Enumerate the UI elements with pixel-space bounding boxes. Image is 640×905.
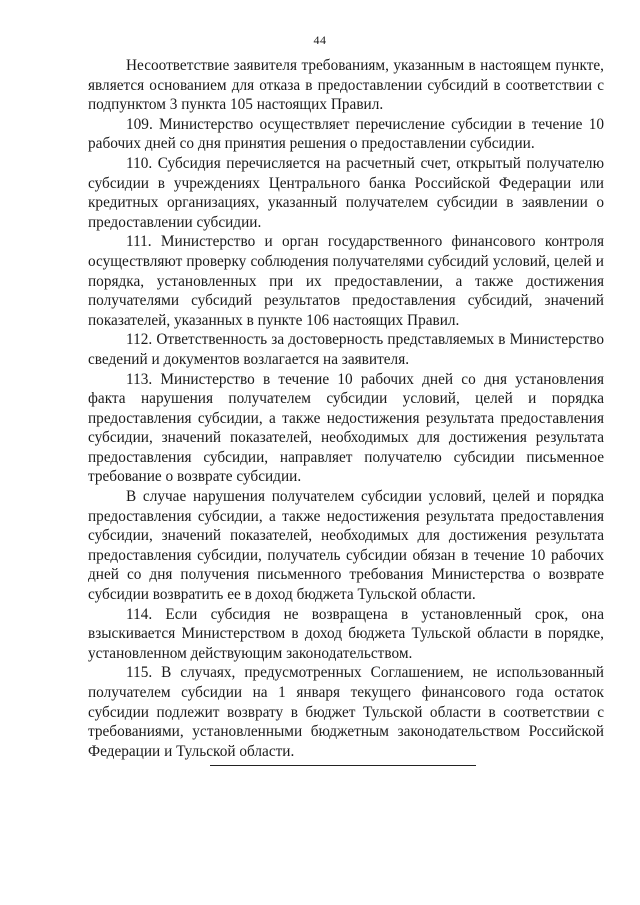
paragraph-110: 110. Субсидия перечисляется на расчетный счет, открытый получателю субсидии в учреждениях Центрального банка Российской Федерации или кредитных организациях, указанный получателем субсидии в заявлении о предоставлении субсидии. bbox=[88, 154, 604, 231]
paragraph-109: 109. Министерство осуществляет перечисление субсидии в течение 10 рабочих дней со дня принятия решения о предоставлении субсидии. bbox=[88, 115, 604, 153]
page-number: 44 bbox=[313, 33, 327, 47]
paragraph-applicant-mismatch: Несоответствие заявителя требованиям, указанным в настоящем пункте, является основанием для отказа в предоставлении субсидий в соответствии с подпунктом 3 пункта 105 настоящих Правил. bbox=[88, 57, 604, 114]
paragraph-113-violation: В случае нарушения получателем субсидии условий, целей и порядка предоставления субсидии, а также недостижения результата предоставления субсидии, значений показателей, необходимых для достижения результата предоставления субсидии, получатель субсидии обязан в течение 10 рабочих дней со дня получения письменного требования Министерства о возврате субсидии возвратить ее в доход бюджета Тульской области. bbox=[88, 488, 604, 604]
paragraph-115: 115. В случаях, предусмотренных Соглашением, не использованный получателем субсидии на 1 января текущего финансового года остаток субсидии подлежит возврату в бюджет Тульской области в соответствии с требованиями, установленными бюджетным законодательством Российской Федерации и Тульской области. bbox=[88, 664, 604, 760]
paragraph-113: 113. Министерство в течение 10 рабочих дней со дня установления факта нарушения получателем субсидии условий, целей и порядка предоставления субсидии, а также недостижения результата предоставления субсидии, значений показателей, необходимых для достижения результата предоставления субсидии, направляет получателю субсидии письменное требование о возврате субсидии. bbox=[88, 370, 604, 486]
paragraph-112: 112. Ответственность за достоверность представляемых в Министерство сведений и документов возлагается на заявителя. bbox=[88, 331, 604, 368]
paragraph-111: 111. Министерство и орган государственного финансового контроля осуществляют проверку соблюдения получателями субсидий условий, целей и порядка, установленных при их предоставлении, а также достижения получателями субсидий результатов предоставления субсидий, значений показателей, указанных в пункте 106 настоящих Правил. bbox=[88, 233, 604, 329]
end-separator-line bbox=[210, 765, 476, 766]
paragraph-114: 114. Если субсидия не возвращена в установленный срок, она взыскивается Министерством в доход бюджета Тульской области в порядке, установленном действующим законодательством. bbox=[88, 605, 604, 662]
document-body bbox=[88, 56, 604, 761]
